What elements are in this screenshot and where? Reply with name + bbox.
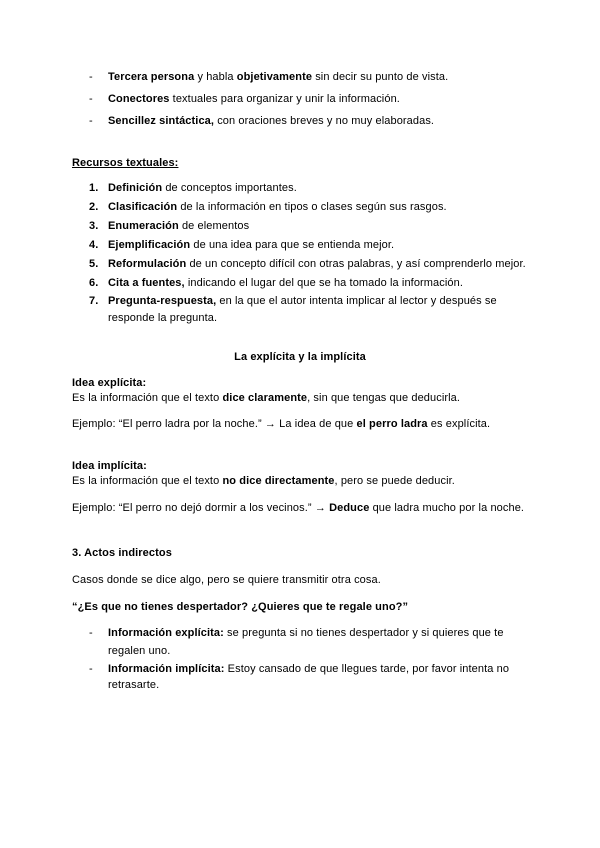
- list-item: Enumeración de elementos: [108, 220, 250, 232]
- explicita-definition: Es la información que el texto dice claramente, sin que tengas que deducirla.: [72, 392, 461, 404]
- explicita-example: Ejemplo: “El perro ladra por la noche.” → La idea de que el perro ladra es explícita.: [72, 418, 491, 430]
- implicita-heading: Idea implícita:: [72, 460, 147, 472]
- bullet-item-continuation: retrasarte.: [108, 679, 160, 691]
- bullet-item: Tercera persona y habla objetivamente sin decir su punto de vista.: [108, 71, 449, 83]
- bullet-marker: -: [89, 627, 93, 639]
- bullet-item: Información explícita: se pregunta si no tienes despertador y si quieres que te: [108, 627, 504, 639]
- bullet-item: Información implícita: Estoy cansado de que llegues tarde, por favor intenta no: [108, 663, 510, 675]
- bullet-marker: -: [89, 93, 93, 105]
- implicita-example: Ejemplo: “El perro no dejó dormir a los vecinos.” → Deduce que ladra mucho por la noche.: [72, 502, 525, 514]
- bullet-marker: -: [89, 663, 93, 675]
- actos-heading: 3. Actos indirectos: [72, 547, 172, 559]
- list-number: 5.: [89, 258, 99, 270]
- actos-intro: Casos donde se dice algo, pero se quiere transmitir otra cosa.: [72, 574, 381, 586]
- list-item-continuation: responde la pregunta.: [108, 312, 218, 324]
- bullet-marker: -: [89, 71, 93, 83]
- bullet-item: Conectores textuales para organizar y unir la información.: [108, 93, 400, 105]
- list-item: Cita a fuentes, indicando el lugar del que se ha tomado la información.: [108, 277, 464, 289]
- bullet-item-continuation: regalen uno.: [108, 645, 171, 657]
- list-item: Clasificación de la información en tipos o clases según sus rasgos.: [108, 201, 447, 213]
- list-item: Ejemplificación de una idea para que se entienda mejor.: [108, 239, 395, 251]
- list-item: Pregunta-respuesta, en la que el autor intenta implicar al lector y después se: [108, 295, 497, 307]
- recursos-heading: Recursos textuales:: [72, 157, 179, 169]
- list-item: Reformulación de un concepto difícil con otras palabras, y así comprenderlo mejor.: [108, 258, 526, 270]
- list-number: 2.: [89, 201, 99, 213]
- list-number: 6.: [89, 277, 99, 289]
- actos-quote: “¿Es que no tienes despertador? ¿Quieres que te regale uno?”: [72, 601, 409, 613]
- implicita-definition: Es la información que el texto no dice directamente, pero se puede deducir.: [72, 475, 455, 487]
- list-number: 3.: [89, 220, 99, 232]
- list-number: 4.: [89, 239, 99, 251]
- explicita-heading: Idea explícita:: [72, 377, 147, 389]
- list-item: Definición de conceptos importantes.: [108, 182, 297, 194]
- list-number: 7.: [89, 295, 99, 307]
- list-number: 1.: [89, 182, 99, 194]
- bullet-marker: -: [89, 115, 93, 127]
- bullet-item: Sencillez sintáctica, con oraciones breves y no muy elaboradas.: [108, 115, 435, 127]
- section-title: La explícita y la implícita: [234, 351, 366, 363]
